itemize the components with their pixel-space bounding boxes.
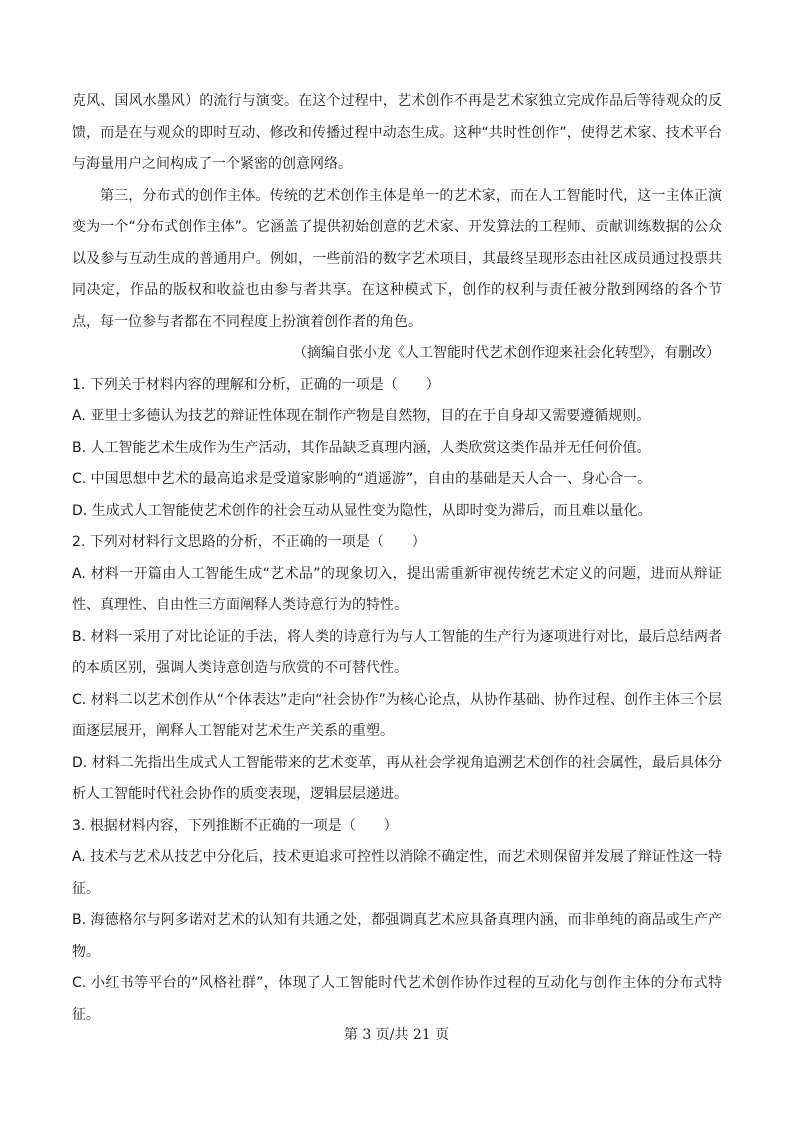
option-a: A. 材料一开篇由人工智能生成“艺术品”的现象切入，提出需重新审视传统艺术定义的问题，进而从辩证性、真理性、自由性三方面阐释人类诗意行为的特性。 xyxy=(72,565,722,613)
document-page xyxy=(72,86,722,1031)
question-stem: 3. 根据材料内容，下列推断不正确的一项是（ ） xyxy=(72,817,398,834)
question-stem: 1. 下列关于材料内容的理解和分析，正确的一项是（ ） xyxy=(72,376,440,393)
question-3 xyxy=(72,811,722,1032)
page-number-footer: 第 3 页/共 21 页 xyxy=(343,1027,450,1043)
question-stem: 2. 下列对材料行文思路的分析，不正确的一项是（ ） xyxy=(72,534,426,550)
option-b: B. 材料一采用了对比论证的手法，将人类的诗意行为与人工智能的生产行为逐项进行对比，最后总结两者的本质区别，强调人类诗意创造与欣赏的不可替代性。 xyxy=(72,628,722,676)
question-1 xyxy=(72,370,722,528)
passage-paragraph-continued: 克风、国风水墨风）的流行与演变。在这个过程中，艺术创作不再是艺术家独立完成作品后等待观众的反馈，而是在与观众的即时互动、修改和传播过程中动态生成。这种“共时性创作”，使得艺术家、技术平台与海量用户之间构成了一个紧密的创意网络。 xyxy=(72,93,722,172)
option-c: C. 中国思想中艺术的最高追求是受道家影响的“逍遥游”，自由的基础是天人合一、身心合一。 xyxy=(72,471,652,487)
option-b: B. 海德格尔与阿多诺对艺术的认知有共通之处，都强调真艺术应具备真理内涵，而非单纯的商品或生产产物。 xyxy=(72,912,722,960)
option-a: A. 亚里士多德认为技艺的辩证性体现在制作产物是自然物，目的在于自身却又需要遵循规则。 xyxy=(72,408,651,424)
option-d: D. 生成式人工智能使艺术创作的社会互动从显性变为隐性，从即时变为滞后，而且难以量化。 xyxy=(72,502,652,519)
passage-source: （摘编自张小龙《人工智能时代艺术创作迎来社会化转型》，有删改） xyxy=(293,345,720,361)
option-a: A. 技术与艺术从技艺中分化后，技术更追求可控性以消除不确定性，而艺术则保留并发展了辩证性这一特征。 xyxy=(72,849,722,897)
option-d: D. 材料二先指出生成式人工智能带来的艺术变革，再从社会学视角追溯艺术创作的社会属性，最后具体分析人工智能时代社会协作的质变表现，逻辑层层递进。 xyxy=(72,754,722,802)
option-c: C. 材料二以艺术创作从“个体表达”走向“社会协作”为核心论点，从协作基础、协作过程、创作主体三个层面逐层展开，阐释人工智能对艺术生产关系的重塑。 xyxy=(72,691,722,739)
passage-paragraph-third: 第三，分布式的创作主体。传统的艺术创作主体是单一的艺术家，而在人工智能时代，这一主体正演变为一个“分布式创作主体”。它涵盖了提供初始创意的艺术家、开发算法的工程师、贡献训练数据的公众以及参与互动生成的普通用户。例如，一些前沿的数字艺术项目，其最终呈现形态由社区成员通过投票共同决定，作品的版权和收益也由参与者共享。在这种模式下，创作的权利与责任被分散到网络的各个节点，每一位参与者都在不同程度上扮演着创作者的角色。 xyxy=(72,187,722,330)
option-c: C. 小红书等平台的“风格社群”，体现了人工智能时代艺术创作协作过程的互动化与创作主体的分布式特征。 xyxy=(72,975,722,1023)
option-b: B. 人工智能艺术生成作为生产活动，其作品缺乏真理内涵，人类欣赏这类作品并无任何价值。 xyxy=(72,439,651,456)
question-2 xyxy=(72,527,722,811)
